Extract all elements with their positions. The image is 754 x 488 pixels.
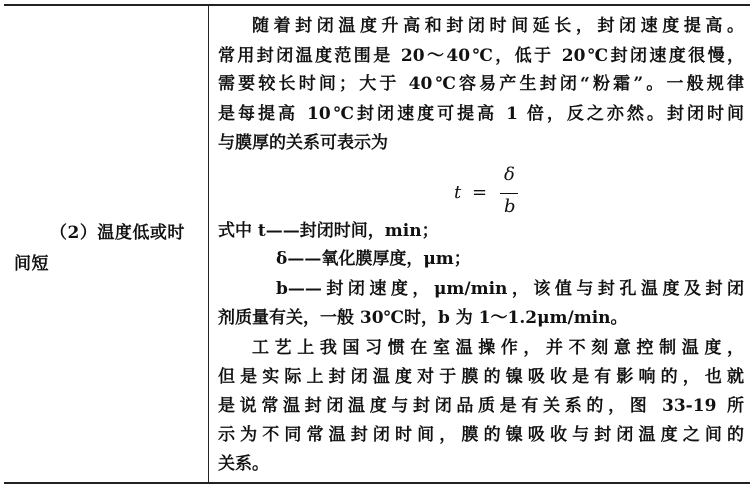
para2-line: 关系。 (218, 454, 269, 474)
para2-line: 是说常温封闭温度与封闭品质是有关系的，图 33-19 所 (218, 396, 744, 416)
condition-label: （2）温度低或时间短 (14, 223, 185, 274)
condition-cell (4, 6, 208, 482)
where-line: 剂质量有关，一般 30℃时，b 为 1～1.2μm/min。 (218, 308, 628, 328)
formula-lhs: t (454, 182, 462, 203)
where-line: δ——氧化膜厚度，μm； (276, 249, 471, 269)
para1-line: 需要较长时间；大于 40℃容易产生封闭“粉霜”。一般规律 (218, 74, 744, 94)
para2-line: 但是实际上封闭温度对于膜的镍吸收是有影响的，也就 (218, 367, 744, 387)
column-divider (208, 6, 209, 482)
para1-line: 常用封闭温度范围是 20～40℃，低于 20℃封闭速度很慢， (218, 46, 744, 66)
defect-table (4, 4, 750, 484)
formula-equals: = (472, 182, 488, 203)
para1-line: 与膜厚的关系可表示为 (218, 133, 388, 153)
sealing-time-formula (454, 164, 514, 224)
where-line: b——封闭速度，μm/min，该值与封孔温度及封闭 (276, 279, 744, 299)
para2-line: 示为不同常温封闭时间，膜的镍吸收与封闭温度之间的 (218, 425, 744, 445)
formula-denominator: b (504, 196, 516, 217)
where-line: 式中 t——封闭时间，min； (218, 221, 439, 241)
para2-line: 工艺上我国习惯在室温操作，并不刻意控制温度， (252, 338, 744, 358)
para1-line: 是每提高 10℃封闭速度可提高 1 倍，反之亦然。封闭时间 (218, 104, 744, 124)
formula-numerator: δ (504, 164, 515, 185)
fraction-bar (500, 193, 518, 194)
para1-line: 随着封闭温度升高和封闭时间延长，封闭速度提高。 (252, 16, 744, 36)
